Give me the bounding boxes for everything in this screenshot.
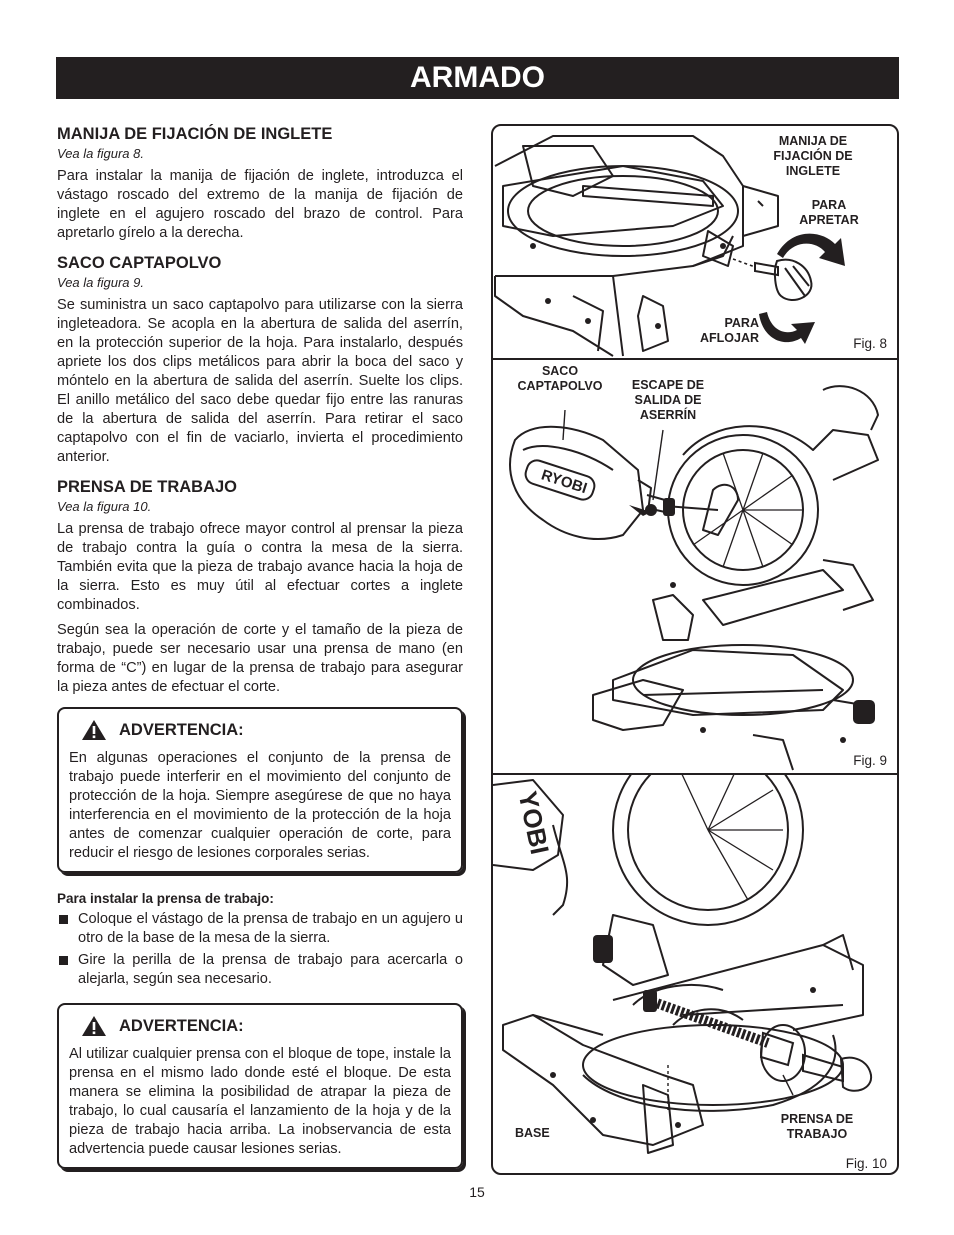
heading-miter-lock: MANIJA DE FIJACIÓN DE INGLETE: [57, 125, 333, 143]
warning-box: [57, 707, 463, 873]
warning-title: ADVERTENCIA:: [119, 720, 244, 739]
saw-brand-text: YOBI: [512, 788, 556, 857]
label-base: BASE: [515, 1126, 550, 1140]
bag-brand-text: RYOBI: [539, 466, 590, 498]
figure-reference: Vea la figura 9.: [57, 275, 144, 290]
warning-triangle-icon: [81, 719, 107, 741]
label-dust-port: ESCAPE DE SALIDA DE ASERRÍN: [631, 378, 705, 422]
warning-text: En algunas operaciones el conjunto de la prensa de trabajo puede interferir en el movimiento del conjunto de protección de la hoja. Siempre asegúrese de que no haya interferencia en el movimiento de la protección de la hoja antes de comenzar cualquier operación de corte, para reducir el riesgo de lesiones corporales serias.: [69, 750, 451, 861]
warning-text: Al utilizar cualquier prensa con el bloque de tope, instale la prensa en el mismo lado donde esté el bloque. De esta manera se elimina la posibilidad de atrapar la pieza de trabajo, lo cual causaría el lanzamiento de la hoja y de la pieza de trabajo hacia arriba. La inobservancia de esta advertencia puede causar lesiones serias.: [69, 1046, 451, 1157]
left-column: [57, 124, 463, 1169]
paragraph: Para instalar la manija de fijación de inglete, introduzca el vástago roscado del extremo de la manija de fijación de inglete en el agujero roscado del brazo de control. Para apretarlo gírelo a la derecha.: [57, 168, 463, 241]
heading-dust-bag: SACO CAPTAPOLVO: [57, 254, 222, 272]
label-miter-lock-handle: MANIJA DE FIJACIÓN DE INGLETE: [773, 134, 853, 178]
label-work-clamp: PRENSA DE TRABAJO: [780, 1112, 854, 1141]
heading-work-clamp: PRENSA DE TRABAJO: [57, 478, 237, 496]
figure-caption: Fig. 10: [845, 1156, 887, 1171]
paragraph: La prensa de trabajo ofrece mayor control al prensar la pieza de trabajo contra la guía o contra la mesa de la sierra. También evita que la pieza de trabajo avance hacia la hoja de la sierra. Esto es muy útil al efectuar cortes a inglete combinados.: [57, 521, 463, 613]
figure-reference: Vea la figura 10.: [57, 499, 152, 514]
page-number: 15: [469, 1184, 485, 1200]
label-tighten: PARA APRETAR: [799, 198, 859, 227]
paragraph: Se suministra un saco captapolvo para utilizarse con la sierra ingleteadora. Se acopla en la abertura de salida del aserrín, en la protección superior de la hoja. Para instalarlo, después apriete los dos clips metálicos para abrir la boca del saco y móntelo en la abertura de salida del aserrín. Suelte los clips. El anillo metálico del saco debe quedar fijo entre las ranuras de la abertura de salida del aserrín. Para retirar el saco captapolvo con el fin de vaciarlo, invierta el procedimiento anterior.: [57, 297, 463, 465]
label-loosen: PARA AFLOJAR: [699, 316, 759, 345]
warning-box: [57, 1003, 463, 1169]
figure-panel: [491, 124, 899, 1175]
figure-caption: Fig. 9: [853, 753, 887, 768]
figure-caption: Fig. 8: [853, 336, 887, 351]
paragraph: Según sea la operación de corte y el tamaño de la pieza de trabajo, puede ser necesario usar una prensa de mano (en forma de “C”) en lugar de la prensa de trabajo para asegurar la pieza antes de efectuar el corte.: [57, 622, 463, 695]
list-item: Coloque el vástago de la prensa de trabajo en un agujero u otro de la base de la mesa de la sierra.: [57, 910, 463, 948]
install-subheading: Para instalar la prensa de trabajo:: [57, 891, 274, 906]
warning-triangle-icon: [81, 1015, 107, 1037]
figure-reference: Vea la figura 8.: [57, 146, 144, 161]
install-steps: [57, 910, 463, 989]
section-title-banner: ARMADO: [56, 57, 899, 99]
warning-title: ADVERTENCIA:: [119, 1016, 244, 1035]
list-item: Gire la perilla de la prensa de trabajo para acercarla o alejarla, según sea necesario.: [57, 951, 463, 989]
label-dust-bag: SACO CAPTAPOLVO: [517, 364, 603, 393]
